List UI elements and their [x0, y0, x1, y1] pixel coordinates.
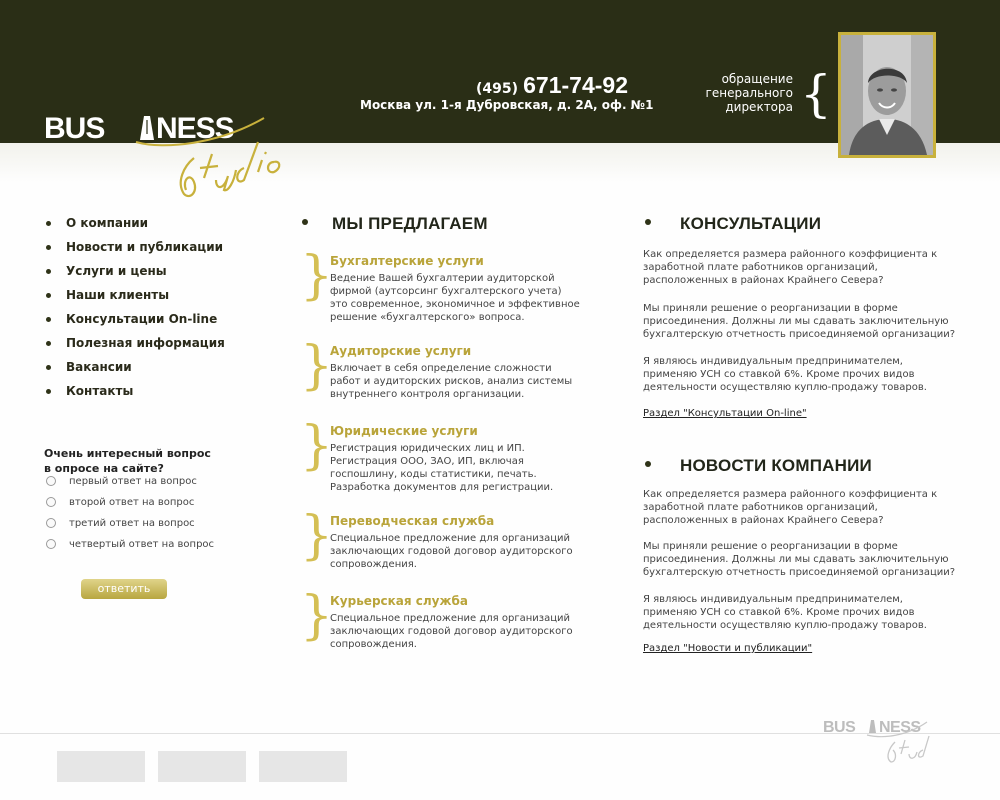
- site-poll: [44, 446, 264, 595]
- consult-paragraph: Мы приняли решение о реорганизации в форме присоединения. Должны ли мы сдавать заключительную бухгалтерскую отчетность присоединяемой организации?: [643, 303, 956, 340]
- office-address: Москва ул. 1-я Дубровская, д. 2А, оф. №1: [360, 98, 654, 112]
- footer-block[interactable]: [259, 751, 347, 782]
- offer-title-link[interactable]: Курьерская служба: [330, 594, 468, 608]
- poll-question: в опросе на сайте?: [44, 462, 164, 475]
- brace-icon: {: [800, 65, 832, 123]
- poll-option-label: первый ответ на вопрос: [69, 476, 197, 487]
- radio-button[interactable]: [46, 539, 56, 549]
- consult-paragraph: Как определяется размера районного коэффициента к заработной плате работников организаций, расположенных в районах Крайнего Севера?: [643, 249, 938, 286]
- offer-item: [300, 586, 590, 664]
- nav-item-news[interactable]: Новости и публикации: [44, 238, 225, 262]
- nav-item-vacancies[interactable]: Вакансии: [44, 358, 225, 382]
- brace-icon: }: [300, 246, 334, 306]
- offer-title-link[interactable]: Юридические услуги: [330, 424, 478, 438]
- radio-button[interactable]: [46, 518, 56, 528]
- news-paragraph: Как определяется размера районного коэффициента к заработной плате работников организаций, расположенных в районах Крайнего Севера?: [643, 489, 938, 526]
- director-line: обращение: [721, 72, 793, 86]
- logo-graphic: [44, 110, 284, 210]
- brace-icon: }: [300, 416, 334, 476]
- offer-text: Специальное предложение для организаций заключающих годовой договор аудиторского сопровождения.: [330, 613, 573, 650]
- brace-icon: }: [300, 506, 334, 566]
- phone-number: [360, 72, 628, 99]
- phone-code: (495): [476, 81, 519, 97]
- director-line: директора: [725, 100, 793, 114]
- nav-item-services[interactable]: Услуги и цены: [44, 262, 225, 286]
- offers-title: МЫ ПРЕДЛАГАЕМ: [332, 214, 488, 233]
- poll-option-label: второй ответ на вопрос: [69, 497, 195, 508]
- director-line: генерального: [705, 86, 793, 100]
- site-logo[interactable]: [44, 110, 284, 210]
- offer-text: Ведение Вашей бухгалтерии аудиторской фирмой (аутсорсинг бухгалтерского учета) это современное, экономичное и эффективное решение «бухгалтерского» вопроса.: [330, 273, 580, 323]
- consult-section-link[interactable]: Раздел "Консультации On-line": [643, 408, 807, 419]
- offer-item: [300, 416, 590, 504]
- poll-option[interactable]: [44, 539, 264, 560]
- nav-item-clients[interactable]: Наши клиенты: [44, 286, 225, 310]
- brace-icon: }: [300, 336, 334, 396]
- svg-text:BUS: BUS: [823, 719, 856, 736]
- poll-option[interactable]: [44, 476, 264, 497]
- offer-item: [300, 336, 590, 414]
- radio-button[interactable]: [46, 497, 56, 507]
- offer-item: [300, 246, 590, 334]
- radio-button[interactable]: [46, 476, 56, 486]
- poll-question: Очень интересный вопрос: [44, 447, 211, 460]
- nav-item-about[interactable]: О компании: [44, 214, 225, 238]
- consult-paragraph: Я являюсь индивидуальным предпринимателем, применяю УСН со ставкой 6%. Кроме прочих видов деятельности осуществляю куплю-продажу товаров.: [643, 356, 927, 393]
- section-bullet: [645, 461, 651, 467]
- poll-option-label: третий ответ на вопрос: [69, 518, 195, 529]
- nav-item-info[interactable]: Полезная информация: [44, 334, 225, 358]
- footer-logo-icon: [823, 716, 933, 764]
- news-paragraph: Мы приняли решение о реорганизации в форме присоединения. Должны ли мы сдавать заключительную бухгалтерскую отчетность присоединяемой организации?: [643, 541, 956, 578]
- director-address-link[interactable]: [690, 72, 793, 114]
- offer-text: Регистрация юридических лиц и ИП. Регистрация ООО, ЗАО, ИП, включая госпошлину, коды статистики, печать. Разработка документов для регистрации.: [330, 443, 554, 493]
- poll-option[interactable]: [44, 497, 264, 518]
- nav-item-consult[interactable]: Консультации On-line: [44, 310, 225, 334]
- offer-item: [300, 506, 590, 584]
- main-nav: [44, 214, 225, 406]
- director-portrait-icon: [841, 35, 933, 155]
- svg-text:NESS: NESS: [156, 112, 234, 145]
- director-photo[interactable]: [838, 32, 936, 158]
- svg-text:BUS: BUS: [44, 112, 105, 145]
- footer-block[interactable]: [57, 751, 145, 782]
- poll-submit-button[interactable]: ответить: [81, 579, 167, 599]
- offer-title-link[interactable]: Переводческая служба: [330, 514, 495, 528]
- offer-title-link[interactable]: Аудиторские услуги: [330, 344, 472, 358]
- news-title: НОВОСТИ КОМПАНИИ: [680, 456, 872, 475]
- offer-title-link[interactable]: Бухгалтерские услуги: [330, 254, 484, 268]
- section-bullet: [302, 219, 308, 225]
- svg-text:NESS: NESS: [879, 719, 921, 736]
- offer-text: Специальное предложение для организаций заключающих годовой договор аудиторского сопровождения.: [330, 533, 573, 570]
- section-bullet: [645, 219, 651, 225]
- poll-option[interactable]: [44, 518, 264, 539]
- offer-text: Включает в себя определение сложности работ и аудиторских рисков, анализ системы внутреннего контроля организации.: [330, 363, 573, 400]
- news-section-link[interactable]: Раздел "Новости и публикации": [643, 643, 813, 654]
- poll-option-label: четвертый ответ на вопрос: [69, 539, 215, 550]
- consult-title: КОНСУЛЬТАЦИИ: [680, 214, 822, 233]
- nav-item-contacts[interactable]: Контакты: [44, 382, 225, 406]
- brace-icon: }: [300, 586, 334, 646]
- news-paragraph: Я являюсь индивидуальным предпринимателем, применяю УСН со ставкой 6%. Кроме прочих видов деятельности осуществляю куплю-продажу товаров.: [643, 594, 927, 631]
- footer-block[interactable]: [158, 751, 246, 782]
- phone-main: 671-74-92: [523, 72, 628, 98]
